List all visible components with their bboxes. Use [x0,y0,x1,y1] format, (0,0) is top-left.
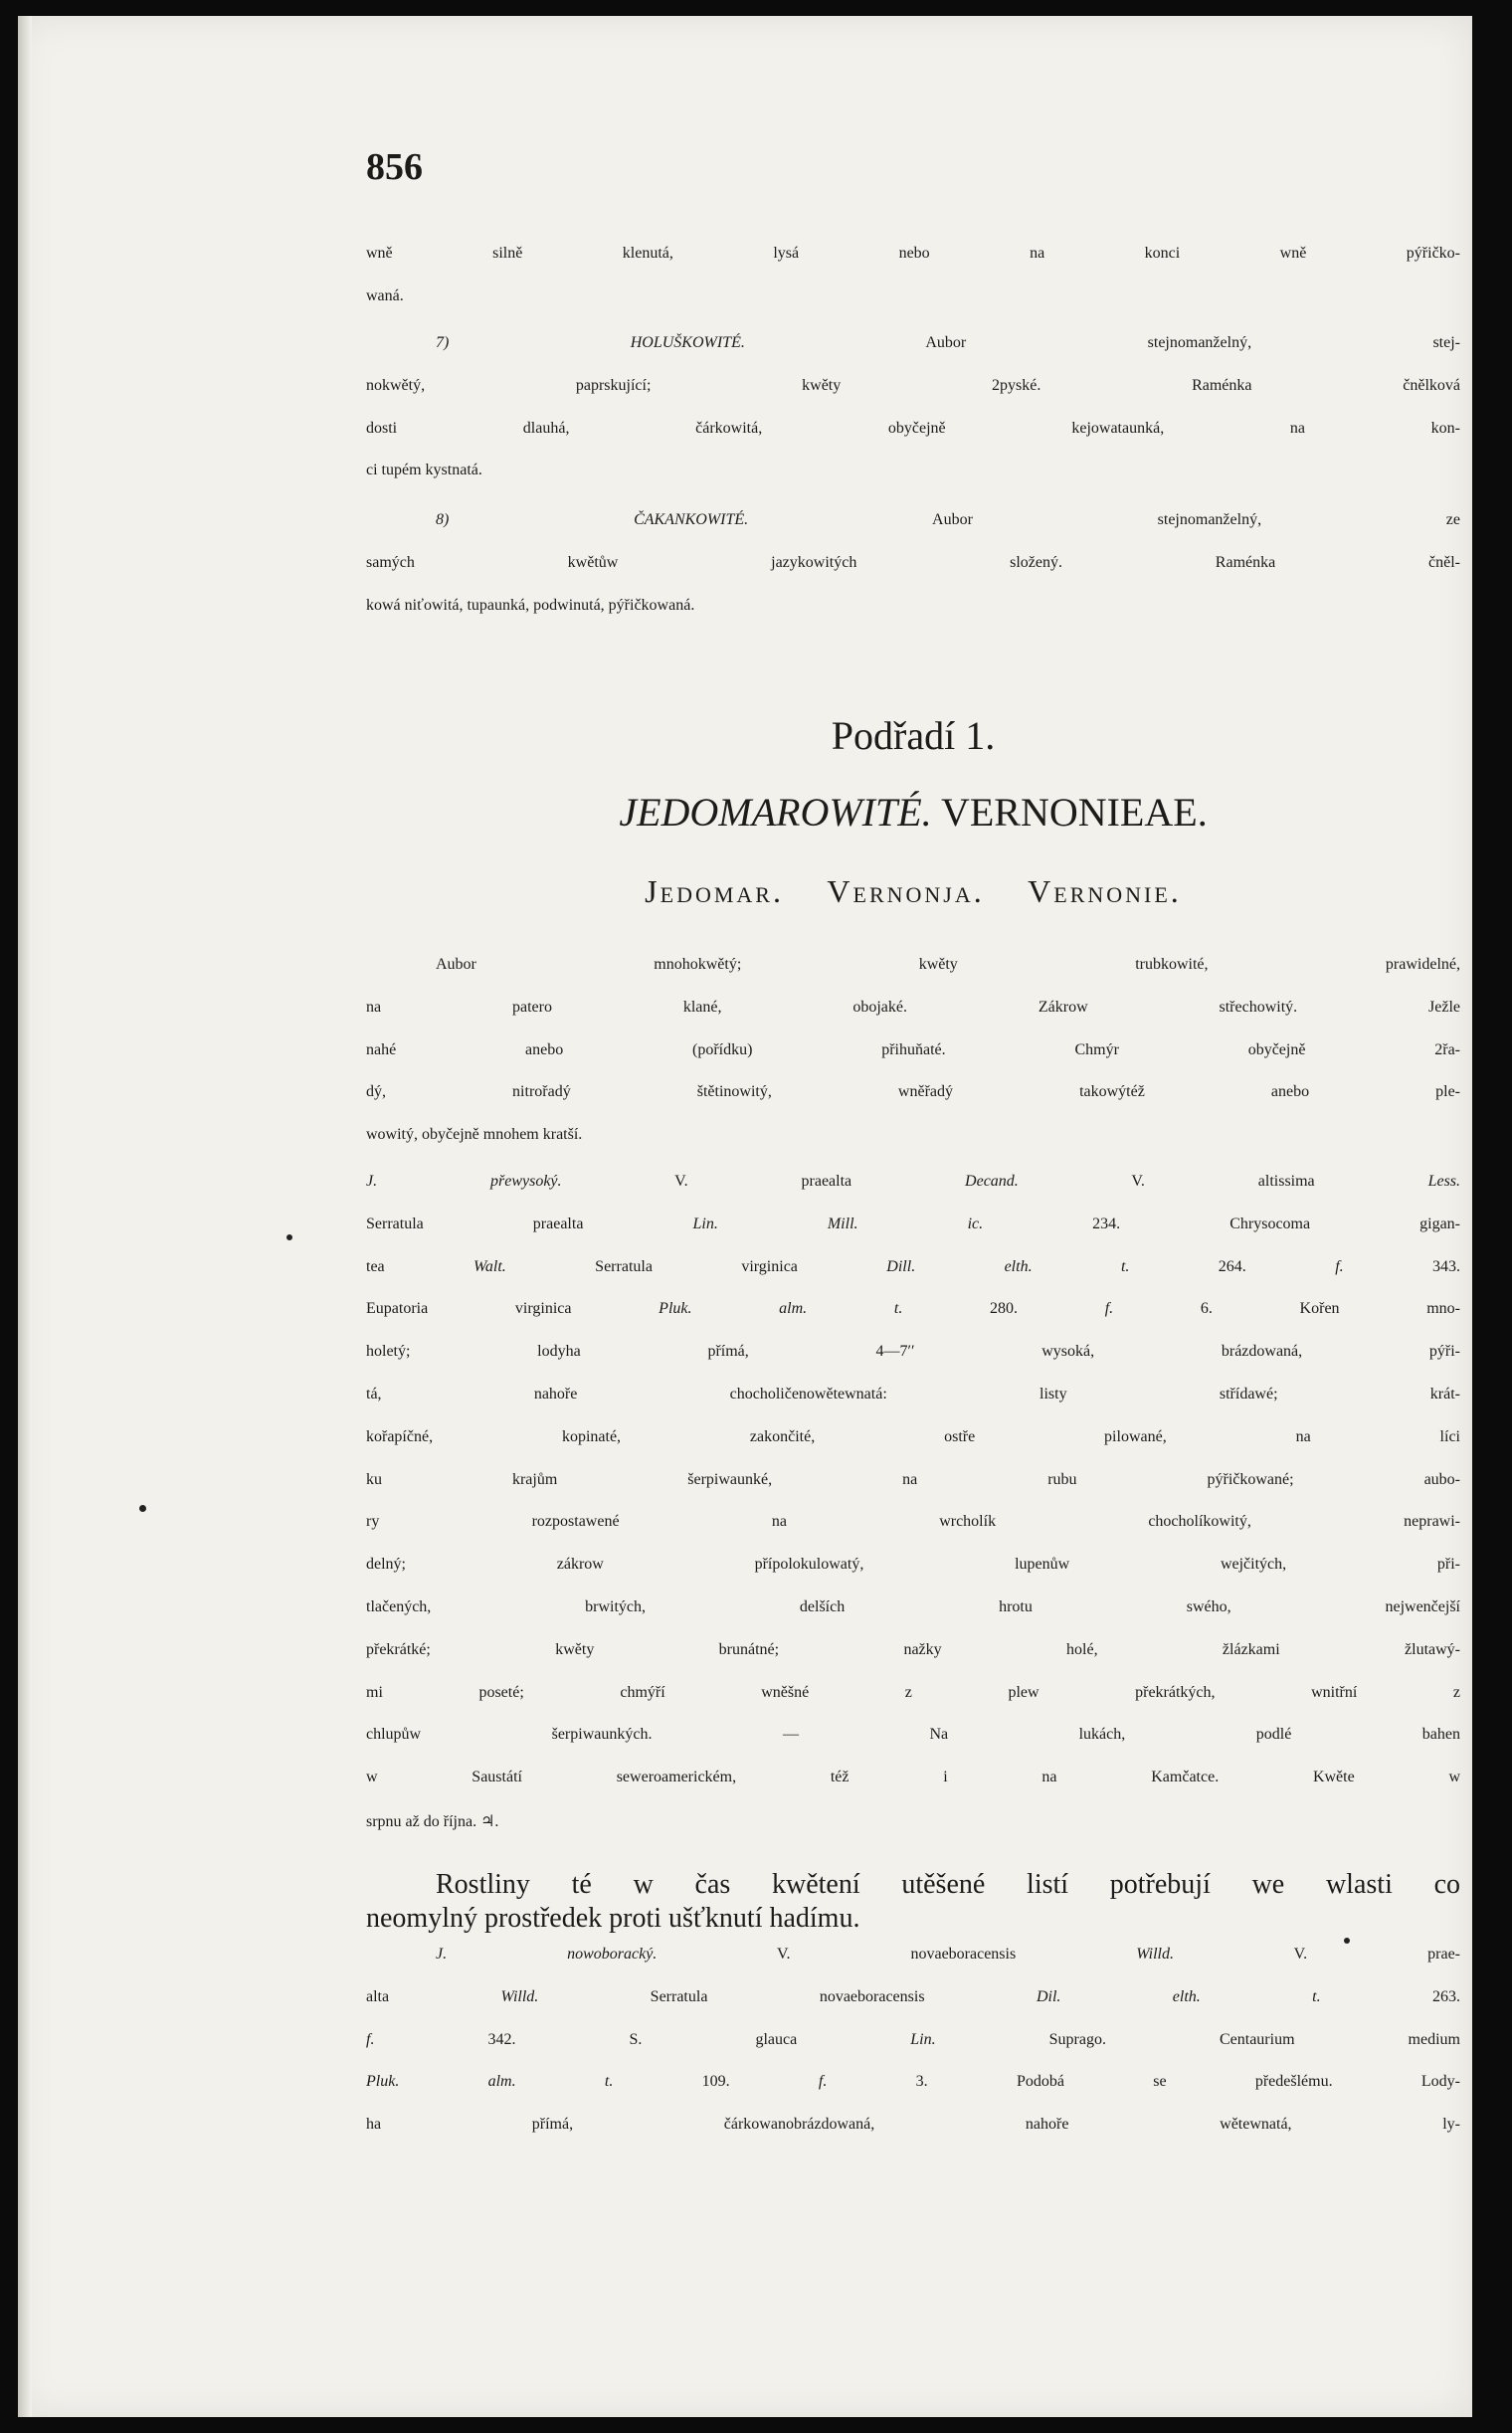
text-run: Aubor stejnomanželný, ze [748,511,1460,528]
text-run: 263. [1320,1987,1461,2005]
text-line: chlupůw šerpiwaunkých. — Na lukách, podlé bahen [366,1726,1460,1744]
text-run: Serratula virginica [505,1257,887,1275]
reference: f. [1104,1300,1114,1318]
text-line: neomylný prostředek proti ušťknutí hadímu. [366,1903,860,1934]
text-run: 280. [902,1300,1105,1318]
text-line: ha přímá, čárkowanobrázdowaná, nahoře wětewnatá, ly- [366,2116,1460,2134]
author: Walt. [473,1257,506,1275]
text-line: na patero klané, obojaké. Zákrow střechowitý. Ježle [366,998,1460,1016]
text-run: 3. Podobá se předešlému. Lody- [827,2073,1460,2091]
para-8 [366,511,1460,639]
heading-line-7 [366,334,1460,377]
text-line: w Saustátí seweroamerickém, též i na Kamčatce. Kwěte w [366,1769,1460,1786]
reference: f. [1335,1257,1344,1275]
author: Decand. [965,1173,1019,1190]
author: Willd. [500,1987,539,2005]
species-2 [366,1946,1460,2158]
family-name-czech: JEDOMAROWITÉ. [619,790,932,835]
text-run: tea [366,1257,474,1275]
text-line: wně silně klenutá, lysá nebo na konci wně pýřičko- [366,245,1460,262]
print-speck [139,1505,146,1512]
text-run: 343. [1343,1257,1461,1275]
text-run: V. praealta [561,1173,966,1190]
footnote [366,1868,1460,1936]
suborder-heading: Podřadí 1. [831,713,996,758]
text-run: Suprago. Centaurium medium [935,2030,1460,2048]
text-line [366,1216,1460,1258]
genus-name: Vernonja. [827,873,985,909]
text-line [366,1988,1460,2031]
reference: f. [818,2073,828,2091]
text-line: kořapíčné, kopinaté, zakončité, ostře pilowané, na líci [366,1427,1460,1445]
text-line: nokwětý, paprskující; kwěty 2pyské. Raménka čnělková [366,376,1460,394]
text-line: kowá niťowitá, tupaunká, podwinutá, pýřičkowaná. [366,596,695,614]
group-name: HOLUŠKOWITÉ. [630,334,745,351]
text-run: 109. [613,2073,819,2091]
text-line: dosti dlauhá, čárkowitá, obyčejně kejowataunká, na kon- [366,419,1460,437]
text-line: wowitý, obyčejně mnohem kratší. [366,1126,583,1144]
page-number: 856 [366,146,423,188]
para-intro [366,245,1460,330]
species-heading-line [366,1946,1460,1988]
reference: Dil. elth. t. [1036,1987,1321,2005]
group-name: ČAKANKOWITÉ. [634,511,749,528]
text-run: Eupatoria virginica [366,1300,660,1318]
text-line: waná. [366,286,404,304]
reference: Pluk. alm. t. [659,1300,903,1318]
heading-line-8 [366,511,1460,554]
genus-name: Jedomar. [645,873,784,909]
author: Willd. [1136,1946,1174,1963]
text-line: ry rozpostawené na wrcholík chocholíkowitý, neprawi- [366,1513,1460,1531]
text-line: Aubor mnohokwětý; kwěty trubkowité, prawidelné, [436,956,1460,973]
text-run: 264. [1129,1257,1336,1275]
text-line [366,2031,1460,2074]
text-line: delný; zákrow přípolokulowatý, lupenůw wejčitých, při- [366,1556,1460,1574]
text-line: Rostliny té w čas kwětení utěšené listí potřebují we wlasti co [436,1869,1460,1900]
print-speck [286,1234,292,1240]
text-line: tá, nahoře chocholičenowětewnatá: listy střídawé; krát- [366,1385,1460,1403]
species-name: J. nowoboracký. [436,1946,658,1963]
text-line: tlačených, brwitých, delších hrotu swého, nejwenčejší [366,1597,1460,1615]
text-line: mi poseté; chmýří wněšné z plew překrátkých, wnitřní z [366,1683,1460,1701]
item-number: 8) [436,511,635,528]
reference: f. [366,2030,375,2048]
reference: Lin. Mill. ic. [692,1215,984,1232]
description [366,956,1460,1169]
text-run: Serratula praealta [366,1215,693,1232]
text-run: V. altissima [1018,1173,1428,1190]
text-run: 6. Kořen mno- [1113,1300,1461,1318]
family-name-latin: VERNONIEAE. [940,790,1208,835]
para-7 [366,334,1460,504]
print-speck [1344,1938,1350,1944]
text-line: samých kwětůw jazykowitých složený. Raménka čněl- [366,553,1460,571]
text-line [366,1258,1460,1301]
text-line: ku krajům šerpiwaunké, na rubu pýřičkowané; aubo- [366,1470,1460,1488]
text-run: V. novaeboracensis [657,1946,1137,1963]
binding-edge [18,16,32,2417]
text-run: Serratula novaeboracensis [538,1987,1037,2005]
text-line: překrátké; kwěty brunátné; nažky holé, žlázkami žlutawý- [366,1640,1460,1658]
text-line: ci tupém kystnatá. [366,462,482,479]
author: Less. [1427,1173,1461,1190]
text-line: nahé anebo (pořídku) přihuňaté. Chmýr obyčejně 2řa- [366,1040,1460,1058]
text-line: srpnu až do října. ♃. [366,1812,499,1830]
text-line [366,2073,1460,2116]
genus-names [366,873,1460,910]
genus-name: Vernonie. [1028,873,1182,909]
reference: Dill. elth. t. [886,1257,1130,1275]
text-run: V. prae- [1173,1946,1460,1963]
book-page [18,16,1472,2417]
text-run: alta [366,1987,501,2005]
text-line [366,1300,1460,1343]
text-run: Aubor stejnomanželný, stej- [744,334,1461,351]
text-line: holetý; lodyha přímá, 4—7′′ wysoká, brázdowaná, pýři- [366,1343,1460,1361]
species-heading-line [366,1173,1460,1216]
reference: Pluk. alm. t. [366,2073,614,2091]
item-number: 7) [436,334,631,351]
family-heading [366,789,1460,836]
text-run: 234. Chrysocoma gigan- [983,1215,1461,1232]
species-1 [366,1173,1460,1854]
text-line: dý, nitrořadý štětinowitý, wněřadý takowýtéž anebo ple- [366,1083,1460,1101]
species-name: J. přewysoký. [366,1173,562,1190]
author: Lin. [910,2030,936,2048]
text-run: 342. S. glauca [374,2030,911,2048]
